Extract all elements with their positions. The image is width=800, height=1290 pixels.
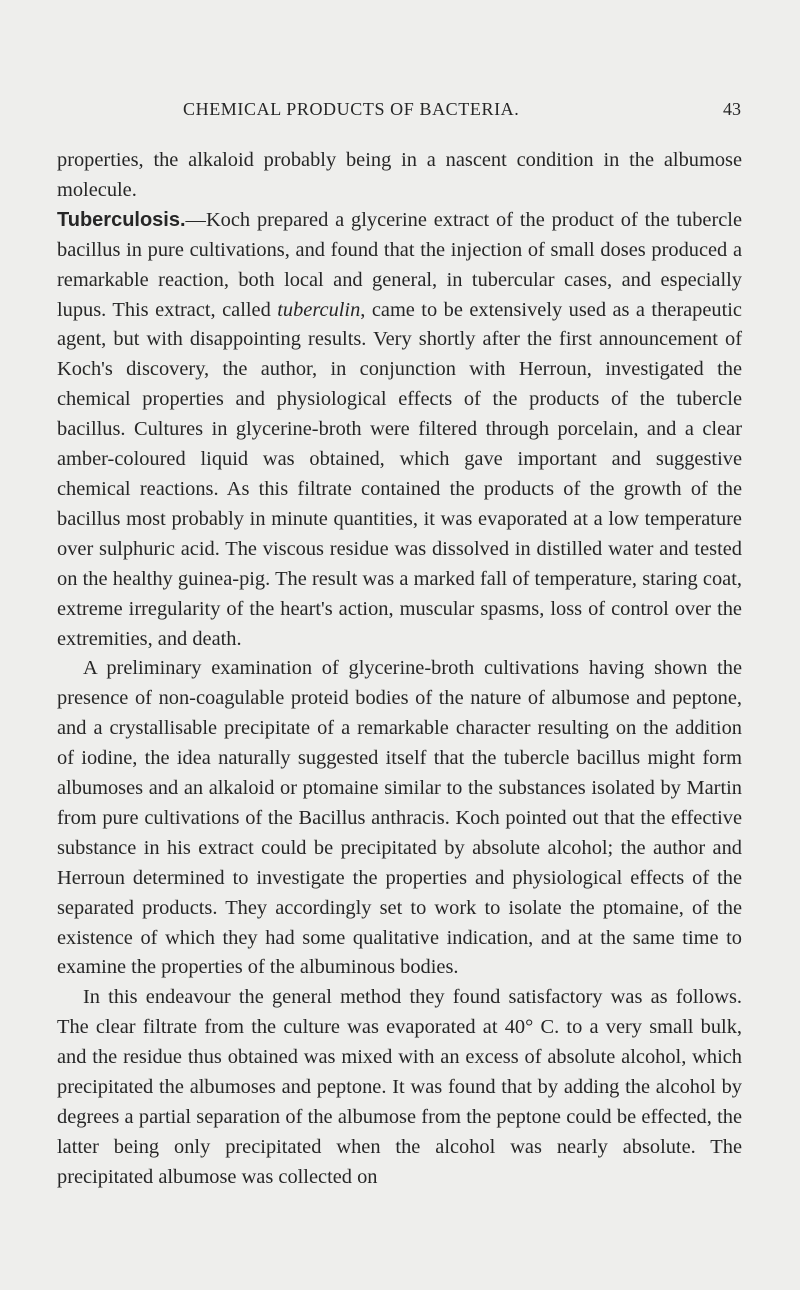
paragraph-continuation: properties, the alkaloid probably being in a nascent condition in the albumose molecule.	[57, 149, 742, 201]
body-text	[57, 146, 742, 1193]
paragraph-preliminary-examination: A preliminary examination of glycerine-broth cultivations having shown the presence of non-coagulable proteid bodies of the nature of albumose and peptone, and a crystallisable precipitate of a remarkable character resulting on the addition of iodine, the idea naturally suggested itself that the tubercle bacillus might form albumoses and an alkaloid or ptomaine similar to the substances isolated by Martin from pure cultivations of the Bacillus anthracis. Koch pointed out that the effective substance in his extract could be precipitated by absolute alcohol; the author and Herroun determined to investigate the properties and physiological effects of the separated products. They accordingly set to work to isolate the ptomaine, of the existence of which they had some qualitative indication, and at the same time to examine the properties of the albuminous bodies.	[57, 657, 742, 979]
section-heading-tuberculosis: Tuberculosis.	[57, 208, 186, 231]
running-head: CHEMICAL PRODUCTS OF BACTERIA.	[183, 99, 520, 119]
term-tuberculin: tuberculin	[277, 298, 361, 321]
page-number: 43	[723, 99, 741, 119]
paragraph-tuberculosis	[57, 206, 742, 655]
paragraph-text-part2: , came to be extensively used as a therapeutic agent, but with disappointing results. Very shortly after the first announcement of Koch's discovery, the author, in conjunction with Herroun, investigated the chemical properties and physiological effects of the products of the tubercle bacillus. Cultures in glycerine-broth were filtered through porcelain, and a clear amber-coloured liquid was obtained, which gave important and suggestive chemical reactions. As this filtrate contained the products of the growth of the bacillus most probably in minute quantities, it was evaporated at a low temperature over sulphuric acid. The viscous residue was dissolved in distilled water and tested on the healthy guinea-pig. The result was a marked fall of temperature, staring coat, extreme irregularity of the heart's action, muscular spasms, loss of control over the extremities, and death.	[57, 298, 742, 650]
paragraph-text-part1: —Koch prepared a glycerine extract of the product of the tubercle bacillus in pure cultivations, and found that the injection of small doses produced a remarkable reaction, both local and general, in tubercular cases, and especially lupus. This extract, called	[57, 208, 742, 321]
paragraph-method: In this endeavour the general method they found satisfactory was as follows. The clear filtrate from the culture was evaporated at 40° C. to a very small bulk, and the residue thus obtained was mixed with an excess of absolute alcohol, which precipitated the albumoses and peptone. It was found that by adding the alcohol by degrees a partial separation of the albumose from the peptone could be effected, the latter being only precipitated when the alcohol was nearly absolute. The precipitated albumose was collected on	[57, 986, 742, 1188]
